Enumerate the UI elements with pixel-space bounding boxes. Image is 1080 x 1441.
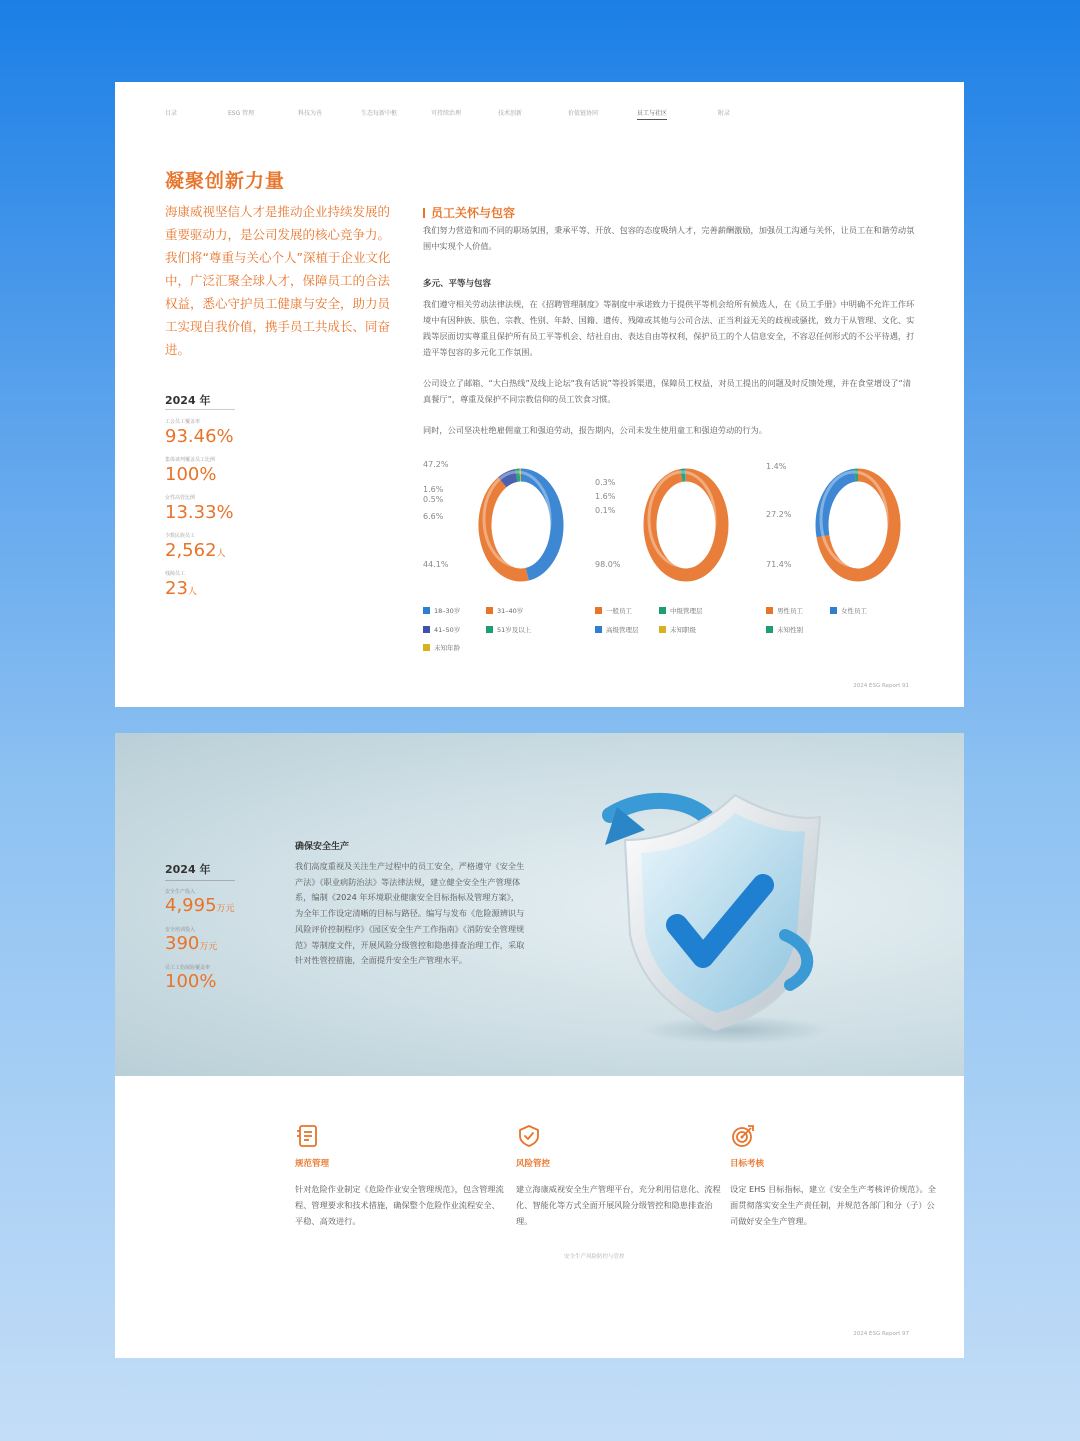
- card-title: 风险管控: [516, 1159, 551, 1169]
- data-label: 44.1%: [423, 560, 449, 569]
- page-footer: 2024 ESG Report 91: [853, 683, 909, 689]
- stat-label: 安全生产投入: [165, 889, 196, 895]
- data-label: 0.5%: [423, 495, 444, 504]
- donut-highlight: [821, 472, 887, 566]
- data-label: 6.6%: [423, 512, 444, 521]
- nav-item-esg[interactable]: ESG 管理: [228, 110, 255, 117]
- card-text: 设定 EHS 目标指标，建立《安全生产考核评价规范》。全面贯彻落实安全生产责任制，并规范各部门和分（子）公司做好安全生产管理。: [730, 1184, 936, 1226]
- nav-item-contents[interactable]: 目录: [165, 110, 178, 117]
- donut-highlight: [649, 472, 715, 566]
- data-label: 1.4%: [766, 462, 787, 471]
- data-label: 1.6%: [423, 485, 444, 494]
- card-target-assessment: [730, 1123, 940, 1229]
- donut-segment: [650, 475, 722, 575]
- page-footer: 2024 ESG Report 97: [853, 1331, 909, 1337]
- legend-item: 未知职级: [659, 625, 696, 634]
- card-standard-management: [295, 1123, 505, 1229]
- stat-value: 93.46%: [165, 426, 234, 447]
- data-label: 0.3%: [595, 478, 616, 487]
- legend-item: 中级管理层: [659, 606, 703, 615]
- stats-year: 2024 年: [165, 394, 211, 407]
- paragraph: 同时，公司坚决杜绝雇佣童工和强迫劳动，报告期内，公司未发生使用童工和强迫劳动的行为。: [423, 425, 767, 435]
- document-list-icon: [295, 1123, 321, 1149]
- stat-label: 员工工伤保险覆盖率: [165, 965, 211, 971]
- figure-caption: 安全生产风险防控与管控: [564, 1254, 625, 1260]
- section-heading: 确保安全生产: [295, 842, 350, 852]
- card-text: 针对危险作业制定《危险作业安全管理规范》，包含管理流程、管理要求和技术措施，确保整个危险作业流程安全、平稳、高效进行。: [295, 1184, 504, 1226]
- report-page-97: [115, 733, 964, 1358]
- nav-item-ecology[interactable]: 生态每新中枢: [361, 110, 398, 117]
- hero-band: [115, 733, 964, 1076]
- section-paragraph: 我们高度重视及关注生产过程中的员工安全，严格遵守《安全生产法》《职业病防治法》等法律法规，建立健全安全生产管理体系，编制《2024 年环境职业健康安全目标指标及管理方案》，为全年工作设定清晰的目标与路径。编写与发布《危险源辨识与风险评价控制程序》《园区安全生产工作指南》《消防安全管理规范》等制度文件，开展风险分级管控和隐患排查治理工作，采取针对性管控措施，全面提升安全生产管理水平。: [295, 861, 525, 966]
- legend-item: 18–30岁: [423, 606, 460, 615]
- divider: [165, 880, 235, 881]
- shield-check-icon: [516, 1123, 542, 1149]
- section-intro: 我们努力营造和而不同的职场氛围，秉承平等、开放、包容的态度吸纳人才，完善薪酬激励，加强员工沟通与关怀，让员工在和谐劳动氛围中实现个人价值。: [423, 225, 915, 251]
- legend-item: 31–40岁: [486, 606, 523, 615]
- data-label: 71.4%: [766, 560, 792, 569]
- level-donut-chart: [638, 455, 734, 595]
- card-risk-control: [516, 1123, 726, 1229]
- target-icon: [730, 1123, 756, 1149]
- stat-label: 残障员工: [165, 571, 186, 577]
- card-title: 目标考核: [730, 1159, 765, 1169]
- section-nav: [115, 108, 964, 120]
- section-title: 员工关怀与包容: [423, 204, 515, 221]
- donut-segment: [822, 475, 855, 536]
- data-label: 47.2%: [423, 460, 449, 469]
- legend-item: 41–50岁: [423, 625, 460, 634]
- stat-label: 集体谈判覆盖员工比例: [165, 457, 216, 463]
- legend-item: 女性员工: [830, 606, 867, 615]
- legend-item: 男性员工: [766, 606, 803, 615]
- divider: [165, 409, 235, 410]
- data-label: 98.0%: [595, 560, 621, 569]
- nav-item-governance[interactable]: 可持续治理: [431, 110, 462, 117]
- subheading: 多元、平等与包容: [423, 279, 492, 289]
- intro-text: 海康威视坚信人才是推动企业持续发展的重要驱动力，是公司发展的核心竞争力。我们将“尊重与关心个人”深植于企业文化中，广泛汇聚全球人才，保障员工的合法权益，悉心守护员工健康与安全，助力员工实现自我价值，携手员工共成长、同奋进。: [165, 204, 391, 357]
- data-label: 0.1%: [595, 506, 616, 515]
- stat-label: 少数民族员工: [165, 533, 196, 539]
- legend-item: 未知年龄: [423, 643, 460, 652]
- page-title: 凝聚创新力量: [165, 170, 286, 192]
- stat-value: 2,562人: [165, 540, 226, 561]
- paragraph: 我们遵守相关劳动法律法规，在《招聘管理制度》等制度中承诺致力于提供平等机会给所有候选人，在《员工手册》中明确不允许工作环境中有因种族、肤色、宗教、性别、年龄、国籍、遗传、残障或其他与公司合法、正当利益无关的歧视或骚扰，致力于从管理、文化、实践等层面切实尊重且保护所有员工平等机会、结社自由、表达自由等权利，保护员工的个人信息安全，不容忍任何形式的不公平待遇，打造平等包容的多元化工作氛围。: [423, 299, 915, 357]
- stat-label: 工会员工覆盖率: [165, 419, 201, 425]
- legend-item: 51岁及以上: [486, 625, 531, 634]
- paragraph: 公司设立了邮箱、“大白热线”及线上论坛“我有话说”等投诉渠道，保障员工权益，对员工提出的问题及时反馈处理，并在食堂增设了“清真餐厅”，尊重及保护不同宗教信仰的员工饮食习惯。: [423, 378, 911, 404]
- nav-item-employees[interactable]: 员工与社区: [637, 108, 667, 120]
- stat-value: 4,995万元: [165, 895, 235, 916]
- shield-check-illustration: [585, 785, 835, 1055]
- card-text: 建立海康威视安全生产管理平台，充分利用信息化、流程化、智能化等方式全面开展风险分级管控和隐患排查治理。: [516, 1184, 721, 1226]
- data-label: 1.6%: [595, 492, 616, 501]
- nav-item-innovation[interactable]: 技术创新: [498, 110, 523, 117]
- stat-value: 390万元: [165, 933, 218, 954]
- donut-highlight: [484, 472, 550, 566]
- legend-item: 一般员工: [595, 606, 632, 615]
- report-page-91: [115, 82, 964, 707]
- nav-item-valuechain[interactable]: 价值链协同: [568, 110, 599, 117]
- stat-value: 100%: [165, 971, 217, 992]
- stat-value: 13.33%: [165, 502, 234, 523]
- gender-donut-chart: [810, 455, 906, 595]
- card-title: 规范管理: [295, 1159, 330, 1169]
- nav-item-tech[interactable]: 科技为善: [298, 110, 323, 117]
- data-label: 27.2%: [766, 510, 792, 519]
- nav-item-appendix[interactable]: 附录: [718, 110, 731, 117]
- stats-year: 2024 年: [165, 863, 211, 876]
- stat-label: 女性高管比例: [165, 495, 196, 501]
- legend-item: 未知性别: [766, 625, 803, 634]
- age-donut-chart: [473, 455, 569, 595]
- donut-segment: [485, 482, 527, 575]
- legend-item: 高级管理层: [595, 625, 639, 634]
- stat-value: 23人: [165, 578, 197, 599]
- stat-value: 100%: [165, 464, 217, 485]
- stat-label: 安全培训投入: [165, 927, 196, 933]
